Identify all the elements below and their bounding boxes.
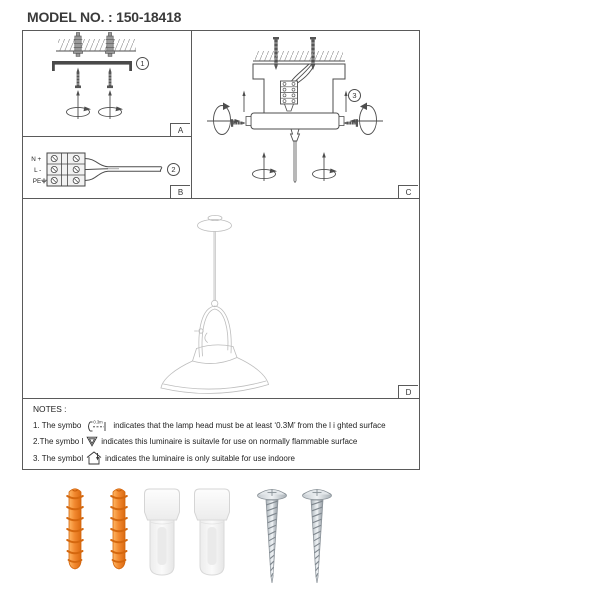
flammable-surface-triangle-icon: [86, 436, 98, 447]
pendant-lamp-sketch: [23, 199, 419, 398]
wire-connector-cap-1: [145, 489, 180, 575]
panel-step2-wiring: [23, 137, 192, 199]
mounting-screw-1: [258, 489, 287, 583]
rotate-arrow-icon: [99, 90, 124, 119]
note-1: [33, 418, 411, 432]
panel-tab-d: D: [398, 385, 418, 398]
hardware-parts: [0, 474, 600, 594]
note-1-suffix: indicates that the lamp head must be at least ‘0.3M’ from the l i ghted surface: [113, 420, 386, 430]
min-distance-lamp-icon: [84, 418, 110, 432]
panel-step3-canopy: [192, 31, 419, 199]
cord-grip: [291, 129, 300, 141]
note-3-prefix: 3. The symbol: [33, 453, 84, 463]
panel-tab-b: B: [170, 185, 190, 198]
indoor-use-house-icon: [86, 451, 102, 465]
min-distance-label: 0.3m: [93, 419, 103, 425]
canopy-outline: [253, 64, 345, 113]
step-number-badge: [348, 89, 361, 102]
earth-symbol-icon: [41, 178, 46, 183]
panel-tab-c: C: [398, 185, 418, 198]
terminal-label-neutral: N +: [31, 155, 42, 163]
screw-drawing: [75, 68, 81, 89]
mounting-screw-2: [303, 489, 332, 583]
cover-plate: [251, 113, 339, 129]
cord-drawing: [294, 141, 296, 182]
rotate-arrow-icon: [207, 103, 241, 135]
wall-plug-drawing: [105, 33, 114, 57]
wall-plug-drawing: [73, 33, 82, 57]
wires-drawing: [85, 159, 162, 181]
wire-connector-cap-2: [195, 489, 230, 575]
wires-drawing: [292, 64, 316, 83]
terminal-block-drawing: [23, 137, 191, 198]
terminal-label-live: L -: [34, 166, 42, 174]
note-3-suffix: indicates the luminaire is only suitable for use indoore: [105, 453, 295, 463]
model-number: MODEL NO. : 150-18418: [27, 9, 182, 25]
rotate-arrow-icon: [67, 90, 92, 119]
up-arrow-icon: [242, 91, 245, 113]
step-number: 1: [140, 59, 145, 68]
note-2-suffix: indicates this luminaire is suitavle for use on normally flammable surface: [101, 437, 358, 446]
note-2-prefix: 2.The symbo l: [33, 437, 84, 446]
step-number-badge: [136, 57, 149, 70]
bracket-mounting-drawing: [23, 31, 191, 136]
instruction-frame: [22, 30, 420, 470]
step-number: 3: [352, 91, 357, 100]
canopy-mounting-drawing: [192, 31, 418, 198]
panel-assembled-lamp: [23, 199, 419, 399]
terminal-label-earth: PE: [32, 177, 42, 185]
wire-connector-drawing: [281, 81, 298, 111]
hardware-parts-image: [0, 474, 600, 592]
rotate-arrow-icon: [350, 103, 384, 135]
wall-plug-1: [67, 489, 83, 569]
mounting-bracket-drawing: [52, 61, 132, 71]
note-2: [33, 436, 411, 447]
wall-plug-2: [111, 489, 127, 569]
panel-tab-a: A: [170, 123, 190, 136]
terminal-block: [47, 153, 85, 186]
screw-drawing: [107, 68, 113, 89]
rotate-arrow-icon: [313, 152, 338, 181]
rotate-arrow-icon: [253, 152, 278, 181]
note-1-prefix: 1. The symbo: [33, 420, 82, 430]
panel-step1-bracket: [23, 31, 192, 137]
side-screw-drawing: [344, 119, 359, 127]
note-3: [33, 451, 411, 465]
notes-section: [23, 399, 419, 469]
step-number-badge: [167, 163, 180, 176]
notes-title: NOTES :: [33, 404, 67, 414]
step-number: 2: [171, 165, 176, 174]
